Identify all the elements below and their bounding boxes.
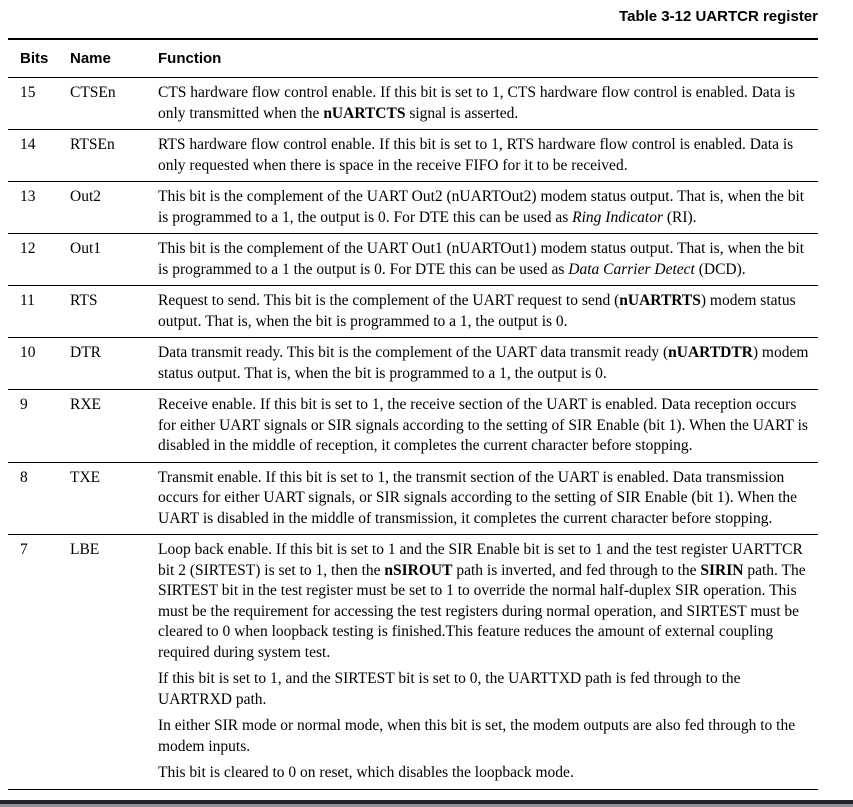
text-run: CTS hardware flow control enable. If this bit is set to 1, CTS hardware flow control is enabled. Data is only transmitted when the <box>158 84 796 122</box>
signal-name: nSIROUT <box>384 561 453 579</box>
function-paragraph <box>158 187 818 228</box>
column-header-name: Name <box>70 50 111 67</box>
bits-cell: 7 <box>20 541 28 558</box>
table-row <box>8 535 818 790</box>
term-emphasis: Data Carrier Detect <box>568 260 695 278</box>
name-cell: DTR <box>70 344 101 361</box>
text-run: This bit is the complement of the UART Out1 (nUARTOut1) modem status output. That is, when the bit is programmed to a 1 the output is 0. For DTE this can be used as <box>158 240 805 278</box>
function-paragraph <box>158 343 818 384</box>
function-cell <box>158 540 818 784</box>
column-header-bits: Bits <box>20 50 49 67</box>
text-run: signal is asserted. <box>405 104 519 122</box>
uartcr-register-table <box>8 38 818 790</box>
function-paragraph <box>158 395 818 457</box>
term-emphasis: Ring Indicator <box>572 208 663 226</box>
table-caption: Table 3-12 UARTCR register <box>619 8 818 25</box>
name-cell: RXE <box>70 396 101 413</box>
table-block <box>8 0 818 790</box>
bits-cell: 12 <box>20 240 36 257</box>
text-run: In either SIR mode or normal mode, when this bit is set, the modem outputs are also fed through to the modem inputs. <box>158 717 796 755</box>
function-cell <box>158 135 818 176</box>
text-run: path. The SIRTEST bit in the test register must be set to 1 to override the normal half-duplex SIR operation. This must be the requirement for accessing the test registers during normal operation, and SIRTEST must be cleared to 0 when loopback testing is finished.This feature reduces the amount of external coupling required during system test. <box>158 561 806 661</box>
table-row <box>8 182 818 234</box>
bits-cell: 9 <box>20 396 28 413</box>
bits-cell: 15 <box>20 84 36 101</box>
page-bottom-edge <box>0 800 853 807</box>
function-cell <box>158 187 818 228</box>
text-run: If this bit is set to 1, and the SIRTEST bit is set to 0, the UARTTXD path is fed through to the UARTRXD path. <box>158 670 741 708</box>
function-paragraph <box>158 763 818 784</box>
table-body <box>8 78 818 790</box>
text-run: This bit is the complement of the UART Out2 (nUARTOut2) modem status output. That is, when the bit is programmed to a 1, the output is 0. For DTE this can be used as <box>158 188 805 226</box>
text-run: This bit is cleared to 0 on reset, which disables the loopback mode. <box>158 764 574 781</box>
function-paragraph <box>158 291 818 332</box>
function-cell <box>158 83 818 124</box>
signal-name: nUARTDTR <box>668 344 753 361</box>
name-cell: CTSEn <box>70 84 116 101</box>
function-cell <box>158 395 818 457</box>
bits-cell: 11 <box>20 292 35 309</box>
function-paragraph <box>158 669 818 710</box>
function-paragraph <box>158 239 818 280</box>
signal-name: nUARTRTS <box>619 292 701 309</box>
text-run: Receive enable. If this bit is set to 1, the receive section of the UART is enabled. Data reception occurs for either UART signals or SIR signals according to the setting of SIR Enable (bit 1). When the UART is disabled in the middle of reception, it completes the current character before stopping. <box>158 396 808 454</box>
function-cell <box>158 291 818 332</box>
table-row <box>8 130 818 182</box>
name-cell: TXE <box>70 468 101 486</box>
bits-cell: 14 <box>20 136 36 153</box>
text-run: RTS hardware flow control enable. If this bit is set to 1, RTS hardware flow control is enabled. Data is only requested when there is space in the receive FIFO for it to be received. <box>158 136 794 174</box>
name-cell: Out1 <box>70 240 101 257</box>
table-row <box>8 338 818 390</box>
signal-name: nUARTCTS <box>323 104 406 122</box>
table-row <box>8 78 818 130</box>
text-run: path is inverted, and fed through to the <box>452 561 701 579</box>
function-paragraph <box>158 135 818 176</box>
table-row <box>8 234 818 286</box>
name-cell: RTSEn <box>70 136 115 153</box>
column-header-function: Function <box>158 50 222 67</box>
bits-cell: 13 <box>20 188 36 205</box>
table-header-row <box>8 40 818 78</box>
text-run: Transmit enable. If this bit is set to 1, the transmit section of the UART is enabled. Data transmission occurs for either UART signals, or SIR signals according to the setting of SIR Enable (bit 1). When the UART is disabled in the middle of transmission, it completes the current character before stopping. <box>158 468 798 527</box>
text-run: Request to send. This bit is the complement of the UART request to send ( <box>158 292 620 309</box>
name-cell: RTS <box>70 292 98 309</box>
name-cell: Out2 <box>70 188 101 205</box>
text-run: (RI). <box>662 208 697 226</box>
function-paragraph <box>158 468 818 530</box>
text-run: (DCD). <box>694 260 746 278</box>
name-cell: LBE <box>70 541 100 558</box>
bits-cell: 8 <box>20 468 28 486</box>
table-row <box>8 286 818 338</box>
function-paragraph <box>158 540 818 663</box>
text-run: Data transmit ready. This bit is the complement of the UART data transmit ready ( <box>158 344 669 361</box>
function-cell <box>158 343 818 384</box>
bits-cell: 10 <box>20 344 36 361</box>
text-run: ) modem status output. That is, when the bit is programmed to a 1, the output is 0. <box>158 344 809 382</box>
function-paragraph <box>158 83 818 124</box>
text-run: Loop back enable. If this bit is set to 1 and the SIR Enable bit is set to 1 and the test register UARTTCR bit 2 (SIRTEST) is set to 1, then the <box>158 541 803 579</box>
table-row <box>8 390 818 463</box>
function-cell <box>158 239 818 280</box>
text-run: ) modem status output. That is, when the bit is programmed to a 1, the output is 0. <box>158 292 796 330</box>
signal-name: SIRIN <box>700 561 744 579</box>
table-row <box>8 463 818 536</box>
function-paragraph <box>158 716 818 757</box>
function-cell <box>158 468 818 530</box>
